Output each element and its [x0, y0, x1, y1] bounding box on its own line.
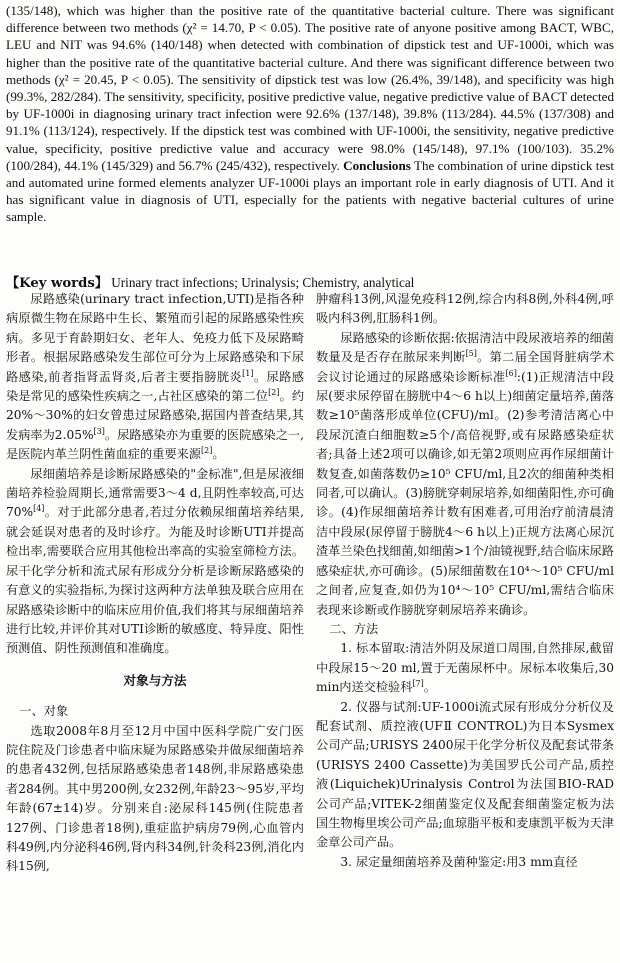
citation: [5] — [465, 349, 477, 359]
abstract-body: (135/148), which was higher than the positive rate of the quantitative bacterial culture. There was significant difference between two methods (χ² = 14.70, P < 0.05). The positive rate of anyone positive among BACT, WBC, LEU and NIT was 94.6% (140/148) when detected with combination of dipstick test and UF-1000i, which was higher than the positive rate of the quantitative bacterial culture. And there was significant difference between two methods (χ² = 20.45, P < 0.05). The sensitivity of dipstick test was low (26.4%, 39/148), and specificity was high (99.3%, 282/284). The sensitivity, specificity, positive predictive value, negative predictive value of BACT detected by UF-1000i in diagnosing urinary tract infection were 92.6% (137/148), 39.8% (113/284). 44.5% (137/308) and 91.1% (113/124), respectively. If the dipstick test was combined with UF-1000i, the sensitivity, negative predictive value, specificity, positive predictive value and accuracy were 98.0% (145/148), 97.1% (100/103). 35.2% (100/284), 44.1% (145/329) and 56.7% (245/432), respectively. — [6, 3, 614, 173]
subsection-subjects: 一、对象 — [19, 704, 69, 719]
keywords-line — [6, 272, 614, 291]
citation: [6] — [505, 368, 517, 378]
right-column — [316, 290, 614, 872]
intro-paragraph-2: 尿细菌培养是诊断尿路感染的"金标准",但是尿液细菌培养检验周期长,通常需要3～4 d,且阴性率较高,可达70%[4]。对于此部分患者,若过分依赖尿细菌培养结果,就会延误对患者的及时诊疗。为能及时诊断UTI并提高检出率,需要联合应用其他检出率高的实验室筛检方法。尿干化学分析和流式尿有形成分分析是诊断尿路感染的有意义的实验指标,为探讨这两种方法单独及联合应用在尿路感染诊断中的临床应用价值,我们将其与尿细菌培养进行比较,并评价其对UTI诊断的敏感度、特异度、阳性预测值、阴性预测值和准确度。 — [6, 466, 304, 656]
citation: [7] — [412, 679, 424, 689]
left-column — [6, 290, 304, 877]
citation: [2] — [268, 387, 280, 397]
subsection-methods: 二、方法 — [329, 621, 379, 636]
citation: [2] — [201, 446, 213, 456]
citation: [4] — [33, 504, 45, 514]
culture-paragraph: 3. 尿定量细菌培养及菌种鉴定:用3 mm直径 — [340, 854, 578, 869]
intro-paragraph-1: 尿路感染(urinary tract infection,UTI)是指各种病原微生物在尿路中生长、繁殖而引起的尿路感染性疾病。多见于育龄期妇女、老年人、免疫力低下及尿路畸形者。根据尿路感染发生部位可分为上尿路感染和下尿路感染,前者指肾盂肾炎,后者主要指膀胱炎[1]。尿路感染是常见的感染性疾病之一,占社区感染的第二位[2]。约20%～30%的妇女曾患过尿路感染,据国内普查结果,其发病率为2.05%[3]。尿路感染亦为重要的医院感染之一,是医院内革兰阴性菌血症的重要来源[2]。 — [6, 292, 305, 462]
specimen-paragraph: 1. 标本留取:清洁外阴及尿道口周围,自然排尿,截留中段尿15～20 ml,置于无菌尿杯中。尿标本收集后,30 min内送交检验科[7]。 — [316, 641, 614, 695]
keywords-label: 【Key words】 — [6, 276, 108, 291]
subjects-continued: 肿瘤科13例,风湿免疫科12例,综合内科8例,外科4例,呼吸内科3例,肛肠科1例。 — [316, 292, 614, 326]
conclusions-label: Conclusions — [343, 157, 411, 173]
instruments-paragraph: 2. 仪器与试剂:UF-1000i流式尿有形成分分析仪及配套试剂、质控液(UFⅡ CONTROL)为日本Sysmex公司产品;URISYS 2400尿干化学分析仪及配套试带条(URISYS 2400 Cassette)为美国罗氏公司产品,质控液(Liquichek)Urinalysis Control为法国BIO-RAD公司产品;VITEK-2细菌鉴定仪及配套细菌鉴定板为法国生物梅里埃公司产品;血琼脂平板和麦康凯平板为天津金章公司产品。 — [316, 699, 614, 850]
subjects-paragraph: 选取2008年8月至12月中国中医科学院广安门医院住院及门诊患者中临床疑为尿路感染并做尿细菌培养的患者432例,包括尿路感染患者148例,非尿路感染患者284例。其中男200例,女232例,年龄23～95岁,平均年龄(67±14)岁。分别来自:泌尿科145例(住院患者127例、门诊患者18例),重症监护病房79例,心血管内科49例,内分泌科46例,肾内科34例,针灸科23例,消化内科15例, — [6, 723, 304, 874]
keywords-text: Urinary tract infections; Urinalysis; Chemistry, analytical — [111, 275, 415, 290]
citation: [3] — [93, 426, 105, 436]
english-abstract — [6, 2, 614, 226]
section-title: 对象与方法 — [123, 672, 187, 688]
diagnosis-criteria-paragraph: 尿路感染的诊断依据:依据清洁中段尿液培养的细菌数量及是否存在脓尿来判断[5]。第二届全国肾脏病学术会议讨论通过的尿路感染诊断标准[6]:(1)正规清洁中段尿(要求尿停留在膀胱中4～6 h以上)细菌定量培养,菌落数≥10⁵菌落形成单位(CFU)/ml。(2)参考清洁离心中段尿沉渣白细胞数≥5个/高倍视野,或有尿路感染症状者;具备上述2项可以确诊,如无第2项则应再作尿细菌计数复查,如菌落数仍≥10⁵ CFU/ml,且2次的细菌种类相同者,可以确认。(3)膀胱穿刺尿培养,如细菌阳性,亦可确诊。(4)作尿细菌培养计数有困难者,可用治疗前清晨清洁中段尿(尿停留于膀胱4～6 h以上)正规方法离心尿沉渣革兰染色找细菌,如细菌>1个/油镜视野,结合临床尿路感染症状,亦可确诊。(5)尿细菌数在10⁴～10⁵ CFU/ml之间者,应复查,如仍为10⁴～10⁵ CFU/ml,需结合临床表现来诊断或作膀胱穿刺尿培养来确诊。 — [316, 330, 615, 617]
conclusions-text: The combination of urine dipstick test and automated urine formed elements analyzer UF-1000i plays an important role in early diagnosis of UTI. And it has significant value in diagnosis of UTI, especially for the patients with negative bacterial cultures of urine sample. — [6, 157, 614, 225]
citation: [1] — [242, 368, 254, 378]
